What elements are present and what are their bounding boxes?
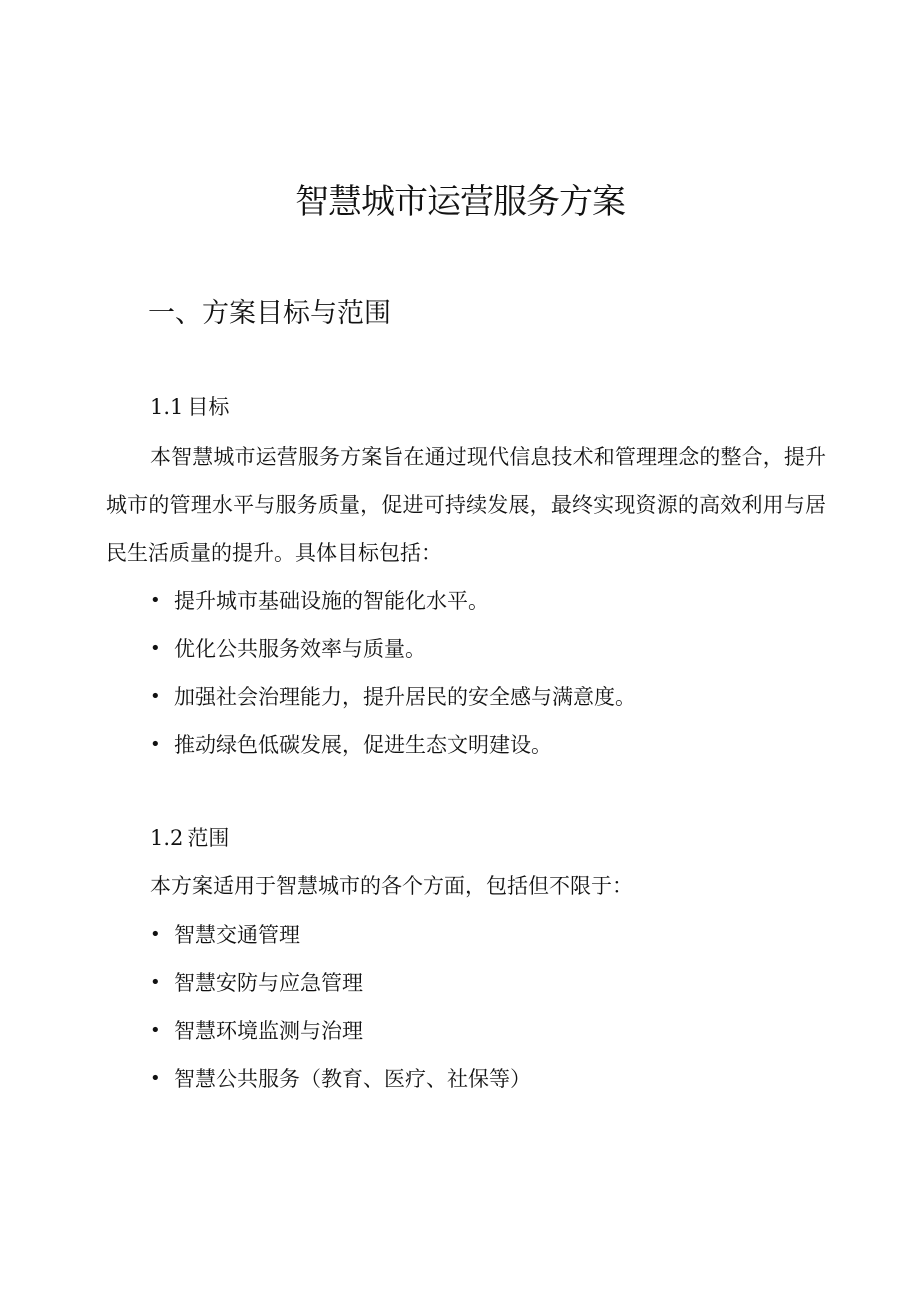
bullet-icon: • — [150, 590, 161, 611]
subsection-heading-goals — [150, 392, 229, 422]
goals-paragraph: 本智慧城市运营服务方案旨在通过现代信息技术和管理理念的整合，提升城市的管理水平与服务质量，促进可持续发展，最终实现资源的高效利用与居民生活质量的提升。具体目标包括： — [106, 445, 826, 565]
bullet-icon: • — [150, 1020, 161, 1041]
list-item — [150, 1016, 531, 1064]
list-item — [150, 682, 636, 730]
list-item-text: 加强社会治理能力，提升居民的安全感与满意度。 — [174, 685, 636, 709]
list-item — [150, 634, 636, 682]
subsection-number: 1.1 — [150, 395, 184, 419]
list-item — [150, 968, 531, 1016]
bullet-icon: • — [150, 638, 161, 659]
list-item-text: 推动绿色低碳发展，促进生态文明建设。 — [174, 733, 552, 757]
list-item-text: 智慧公共服务（教育、医疗、社保等） — [174, 1067, 531, 1091]
subsection-heading-scope — [150, 823, 229, 853]
list-item-text: 提升城市基础设施的智能化水平。 — [174, 589, 489, 613]
bullet-icon: • — [150, 686, 161, 707]
list-item-text: 智慧环境监测与治理 — [174, 1019, 363, 1043]
bullet-icon: • — [150, 1068, 161, 1089]
list-item — [150, 920, 531, 968]
bullet-icon: • — [150, 972, 161, 993]
list-item-text: 智慧安防与应急管理 — [174, 971, 363, 995]
section-heading-goals-scope: 一、方案目标与范围 — [148, 298, 391, 329]
scope-list — [150, 920, 531, 1112]
subsection-title: 范围 — [187, 826, 230, 850]
subsection-number: 1.2 — [150, 826, 184, 850]
bullet-icon: • — [150, 734, 161, 755]
document-title: 智慧城市运营服务方案 — [295, 182, 625, 222]
subsection-title: 目标 — [187, 395, 230, 419]
scope-intro: 本方案适用于智慧城市的各个方面，包括但不限于： — [150, 874, 633, 898]
list-item — [150, 1064, 531, 1112]
goals-list — [150, 586, 636, 778]
list-item-text: 智慧交通管理 — [174, 923, 300, 947]
list-item — [150, 730, 636, 778]
list-item-text: 优化公共服务效率与质量。 — [174, 637, 426, 661]
list-item — [150, 586, 636, 634]
bullet-icon: • — [150, 924, 161, 945]
